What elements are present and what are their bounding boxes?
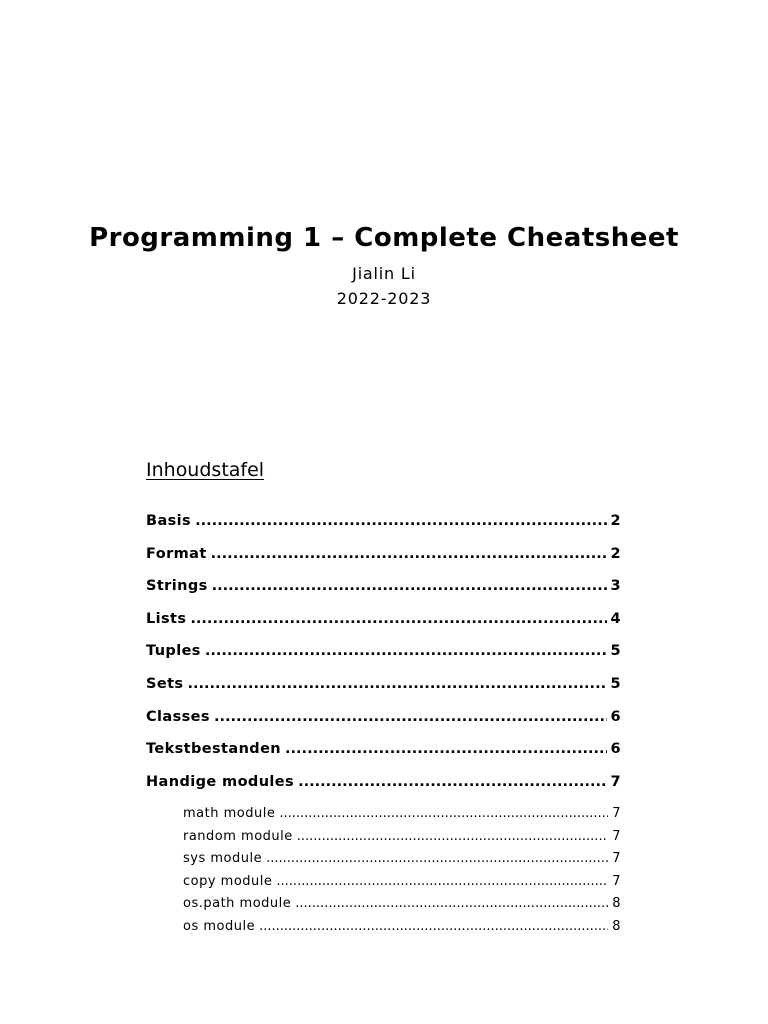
toc-dot-leader [187, 673, 606, 695]
toc-dot-leader [195, 510, 606, 532]
toc-entry-classes[interactable] [146, 706, 621, 739]
toc-page-number: 3 [610, 578, 621, 595]
toc-page-number: 7 [612, 873, 621, 889]
toc-page-number: 7 [612, 851, 621, 867]
toc-entry-tekstbestanden[interactable] [146, 738, 621, 771]
toc-dot-leader [259, 918, 608, 936]
toc-entry-strings[interactable] [146, 575, 621, 608]
toc-dot-leader [205, 640, 607, 662]
toc-dot-leader [214, 706, 607, 728]
toc-entry-label: Basis [146, 513, 192, 529]
toc-entry-label: Tekstbestanden [146, 741, 282, 758]
toc-dot-leader [212, 575, 607, 597]
document-title: Programming 1 – Complete Cheatsheet [89, 223, 679, 253]
toc-entry-label: Lists [146, 610, 187, 627]
toc-subentry-sys-module[interactable] [146, 850, 621, 873]
author-name: Jialin Li [352, 264, 416, 283]
toc-subentry-math-module[interactable] [146, 805, 621, 828]
toc-entry-lists[interactable] [146, 608, 621, 641]
toc-entry-basis[interactable] [146, 510, 621, 543]
toc-page-number: 6 [610, 708, 621, 725]
toc-subentry-random-module[interactable] [146, 828, 621, 851]
toc-entry-label: Sets [146, 675, 184, 692]
toc-page-number: 8 [612, 896, 621, 912]
toc-subentry-label: os module [183, 918, 256, 934]
toc-dot-leader [211, 543, 607, 565]
toc-dot-leader [297, 828, 608, 846]
toc-page-number: 4 [610, 610, 621, 627]
academic-year: 2022-2023 [336, 289, 432, 308]
toc-dot-leader [298, 771, 606, 793]
toc-subentry-label: os.path module [183, 896, 292, 912]
toc-dot-leader [285, 738, 606, 760]
toc-subentry-label: math module [183, 806, 276, 822]
toc-page-number: 2 [610, 545, 621, 562]
toc-page-number: 8 [612, 918, 621, 934]
toc-dot-leader [295, 895, 608, 913]
toc-entry-sets[interactable] [146, 673, 621, 706]
toc-entry-label: Tuples [146, 643, 201, 660]
toc-page-number: 2 [610, 513, 621, 529]
toc-subentry-label: copy module [183, 873, 273, 889]
toc-subentry-os-path-module[interactable] [146, 895, 621, 918]
toc-entry-label: Handige modules [146, 773, 295, 790]
toc-page-number: 7 [612, 806, 621, 822]
toc-page-number: 7 [610, 773, 621, 790]
toc-entry-handige-modules[interactable] [146, 771, 621, 804]
table-of-contents [146, 510, 621, 940]
toc-dot-leader [276, 873, 608, 891]
toc-page-number: 7 [612, 828, 621, 844]
toc-page-number: 5 [610, 675, 621, 692]
toc-entry-label: Classes [146, 708, 210, 725]
toc-subentry-os-module[interactable] [146, 918, 621, 941]
toc-page-number: 5 [610, 643, 621, 660]
toc-subentry-copy-module[interactable] [146, 873, 621, 896]
toc-dot-leader [190, 608, 606, 630]
toc-dot-leader [266, 850, 608, 868]
toc-subentry-label: sys module [183, 851, 263, 867]
toc-entry-tuples[interactable] [146, 640, 621, 673]
toc-page-number: 6 [610, 741, 621, 758]
toc-heading: Inhoudstafel [146, 459, 265, 481]
toc-dot-leader [279, 805, 608, 823]
toc-entry-format[interactable] [146, 543, 621, 576]
toc-subentry-label: random module [183, 828, 293, 844]
toc-entry-label: Format [146, 545, 207, 562]
toc-entry-label: Strings [146, 578, 208, 595]
